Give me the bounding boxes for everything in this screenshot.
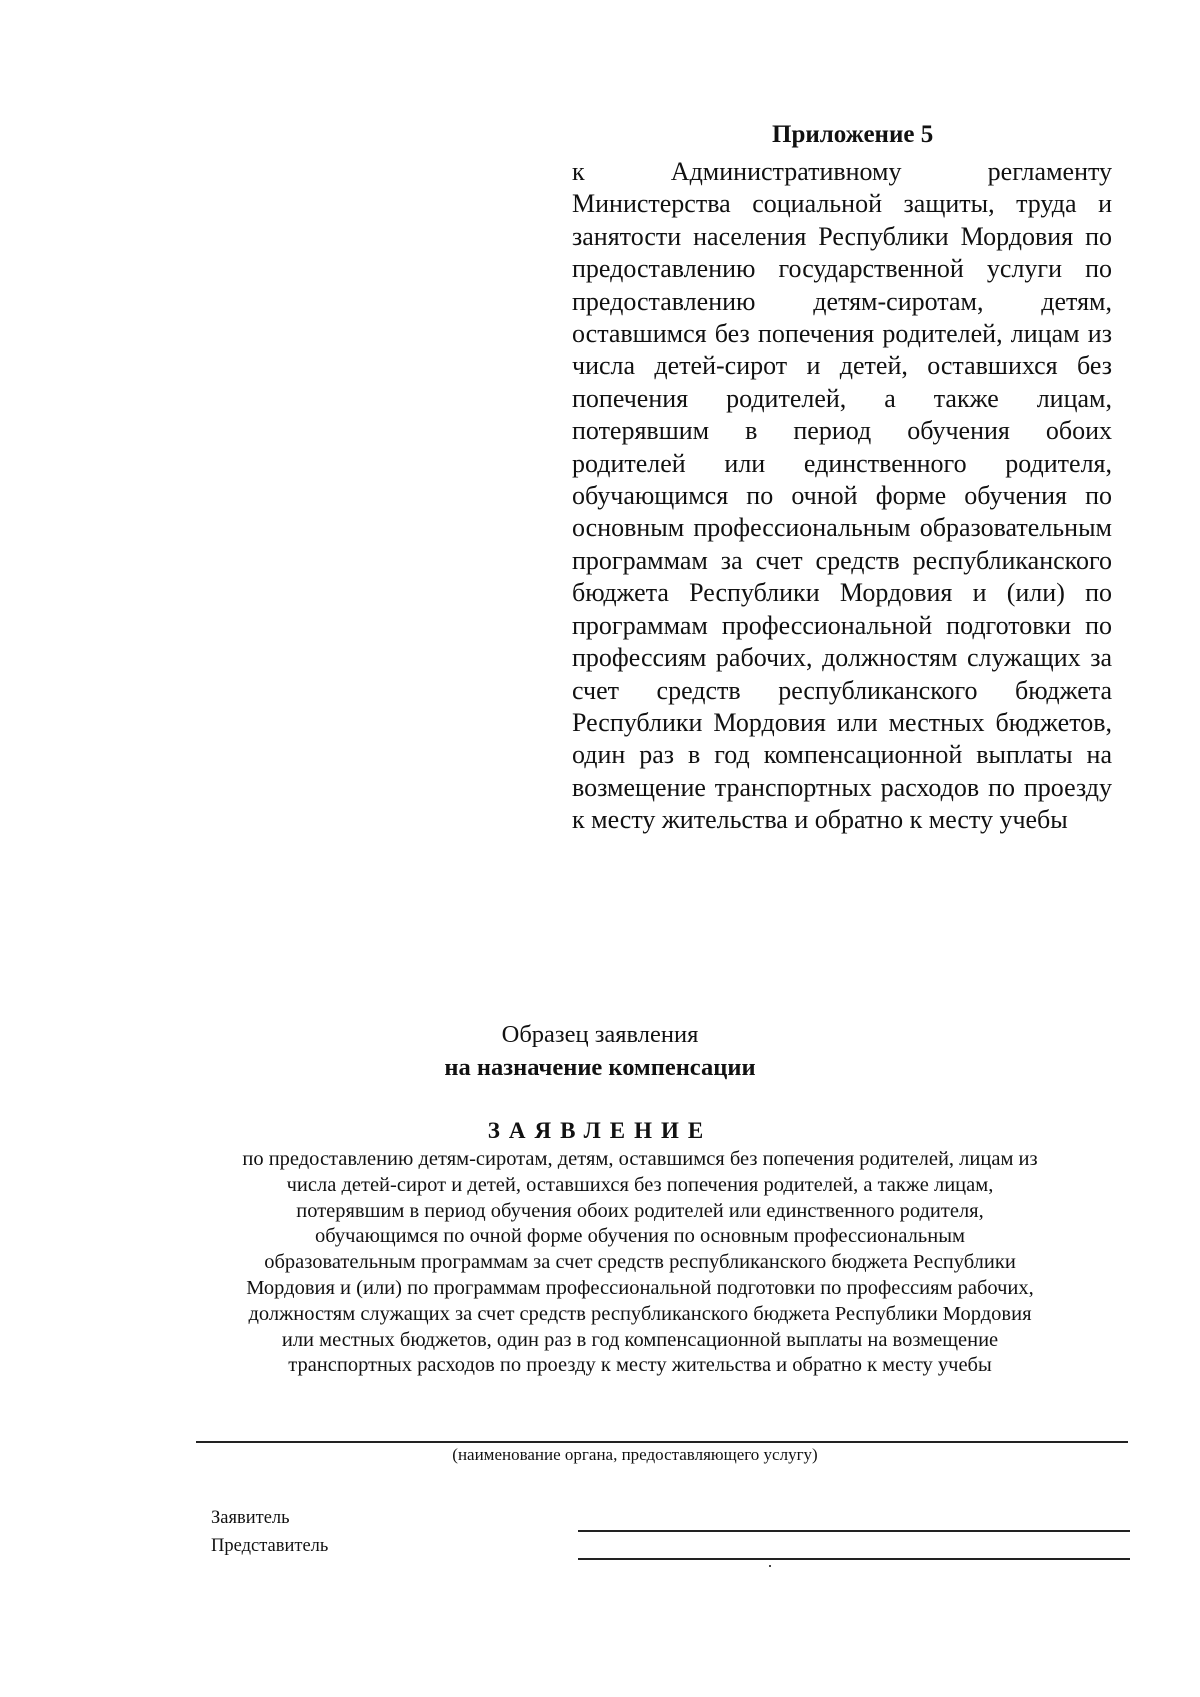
applicant-label: Заявитель <box>211 1508 290 1528</box>
application-subject-line: образовательным программам за счет средств республиканского бюджета Республики <box>264 1251 1016 1274</box>
scan-speck <box>769 1565 771 1567</box>
application-subject-line: транспортных расходов по проезду к месту жительства и обратно к месту учебы <box>288 1354 992 1377</box>
application-subject-line: Мордовия и (или) по программам профессиональной подготовки по профессиям рабочих, <box>246 1276 1034 1299</box>
appendix-reference-text: к Административному регламенту Министерства социальной защиты, труда и занятости населения Республики Мордовия по предоставлению государственной услуги по предоставлению детям-сиротам, детям, оставшимся без попечения родителей, лицам из числа детей-сирот и детей, оставшихся без попечения родителей, а также лицам, потерявшим в период обучения обоих родителей или единственного родителя, обучающимся по очной форме обучения по основным профессиональным образовательным программам за счет средств республиканского бюджета Республики Мордовия и (или) по программам профессиональной подготовки по профессиям рабочих, должностям служащих за счет средств республиканского бюджета Республики Мордовия или местных бюджетов, один раз в год компенсационной выплаты на возмещение транспортных расходов по проезду к месту жительства и обратно к месту учебы <box>572 157 1112 835</box>
representative-input-line[interactable] <box>578 1558 1130 1560</box>
application-subject <box>160 1147 1120 1379</box>
application-subject-line: обучающимся по очной форме обучения по основным профессиональным <box>315 1225 965 1248</box>
application-title: ЗАЯВЛЕНИЕ <box>487 1118 713 1143</box>
application-subject-line: должностям служащих за счет средств республиканского бюджета Республики Мордовия <box>248 1302 1032 1325</box>
form-title <box>300 1018 900 1084</box>
application-subject-line: по предоставлению детям-сиротам, детям, оставшимся без попечения родителей, лицам из <box>242 1148 1038 1170</box>
form-title-line1: Образец заявления <box>501 1021 699 1048</box>
authority-name-line[interactable] <box>196 1441 1128 1443</box>
applicant-input-line[interactable] <box>578 1530 1130 1532</box>
authority-name-caption: (наименование органа, предоставляющего услугу) <box>452 1445 818 1464</box>
application-subject-line: или местных бюджетов, один раз в год компенсационной выплаты на возмещение <box>281 1328 999 1351</box>
appendix-heading: Приложение 5 <box>772 121 934 148</box>
form-title-line2: на назначение компенсации <box>444 1054 756 1081</box>
application-subject-line: потерявшим в период обучения обоих родителей или единственного родителя, <box>296 1199 984 1222</box>
representative-label: Представитель <box>211 1536 329 1556</box>
application-subject-line: числа детей-сирот и детей, оставшихся без попечения родителей, а также лицам, <box>286 1173 994 1196</box>
